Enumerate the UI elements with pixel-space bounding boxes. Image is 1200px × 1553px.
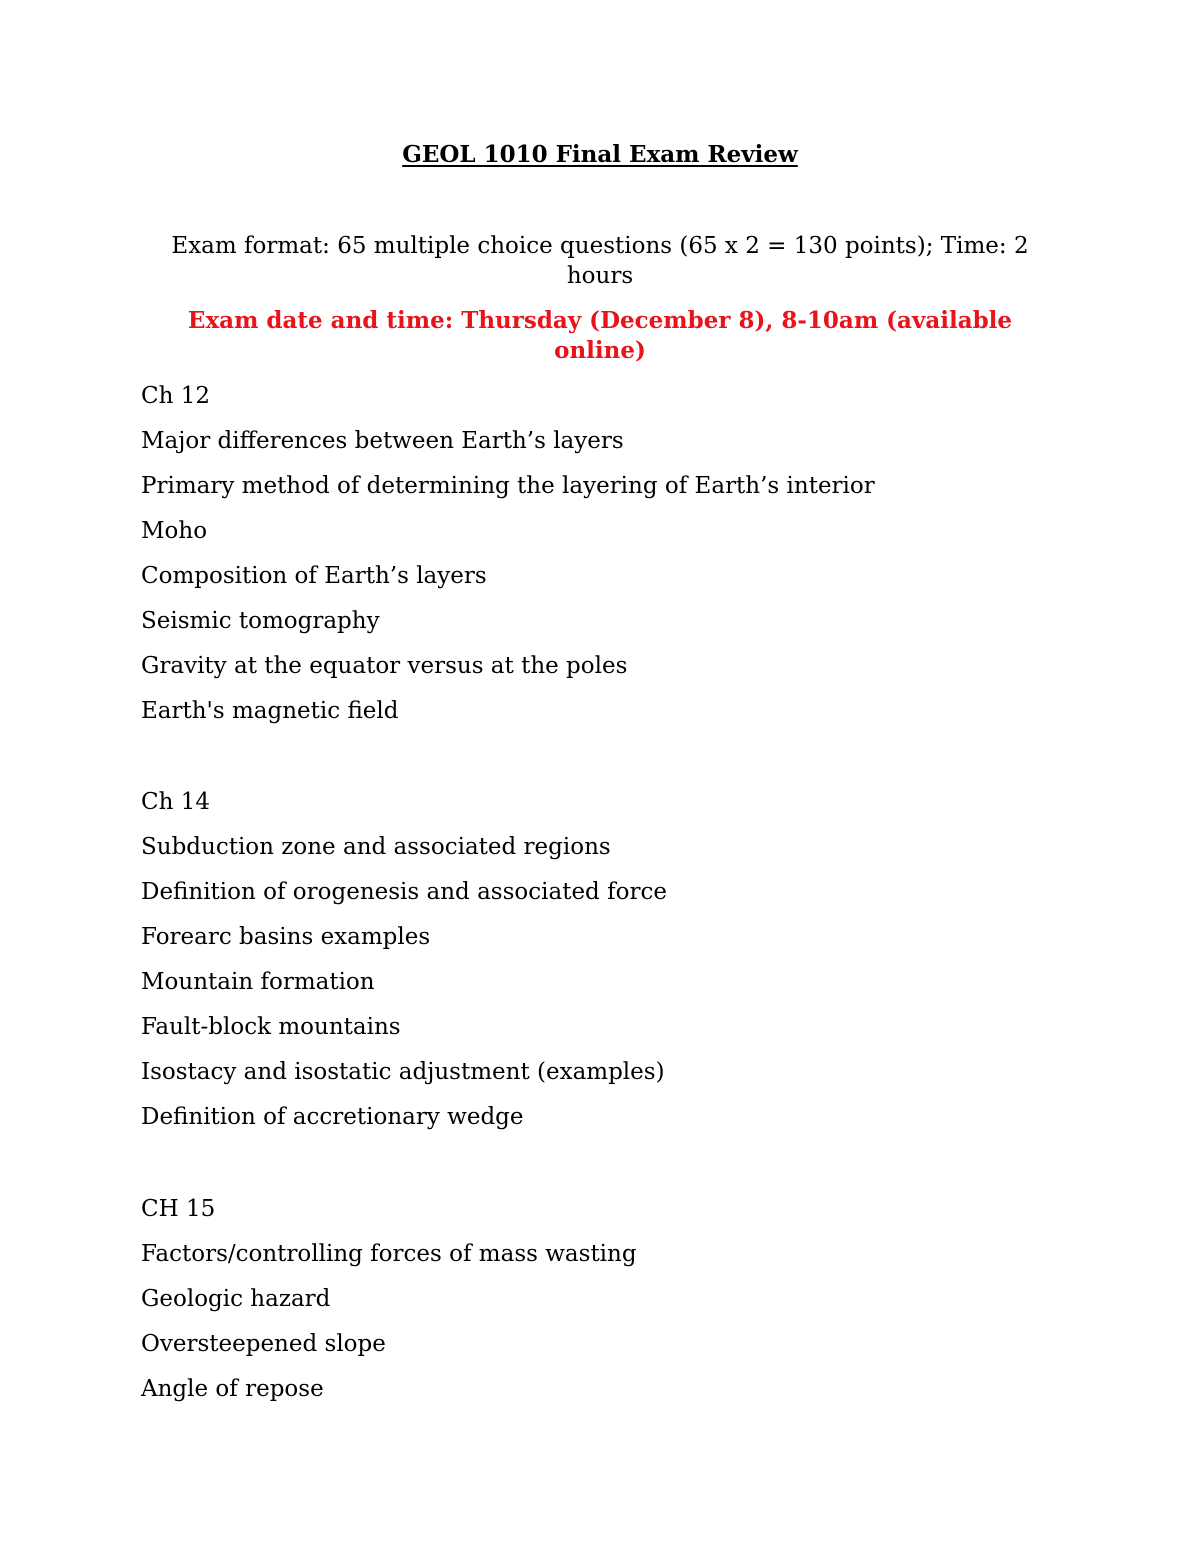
list-item: Composition of Earth’s layers	[141, 563, 487, 589]
list-item: Oversteepened slope	[141, 1331, 386, 1357]
section-heading-ch12: Ch 12	[141, 383, 210, 409]
list-item: Definition of orogenesis and associated force	[141, 879, 667, 905]
section-heading-ch14: Ch 14	[141, 789, 210, 815]
section-heading-ch15: CH 15	[141, 1196, 216, 1222]
list-item: Primary method of determining the layering of Earth’s interior	[141, 473, 875, 499]
list-item: Angle of repose	[141, 1376, 324, 1402]
list-item: Geologic hazard	[141, 1286, 331, 1312]
list-item: Gravity at the equator versus at the poles	[141, 653, 628, 679]
list-item: Seismic tomography	[141, 608, 380, 634]
list-item: Fault-block mountains	[141, 1014, 401, 1040]
list-item: Forearc basins examples	[141, 924, 431, 950]
list-item: Moho	[141, 518, 208, 544]
list-item: Mountain formation	[141, 969, 375, 995]
list-item: Factors/controlling forces of mass wasting	[141, 1241, 637, 1267]
list-item: Definition of accretionary wedge	[141, 1104, 524, 1130]
exam-format-text: Exam format: 65 multiple choice questions (65 x 2 = 130 points); Time: 2 hours	[171, 233, 1029, 289]
page-title: GEOL 1010 Final Exam Review	[402, 141, 798, 168]
list-item: Major differences between Earth’s layers	[141, 428, 624, 454]
list-item: Subduction zone and associated regions	[141, 834, 611, 860]
list-item: Earth's magnetic field	[141, 698, 399, 724]
list-item: Isostacy and isostatic adjustment (examples)	[141, 1059, 665, 1085]
exam-date-text: Exam date and time: Thursday (December 8), 8-10am (available online)	[187, 307, 1013, 364]
